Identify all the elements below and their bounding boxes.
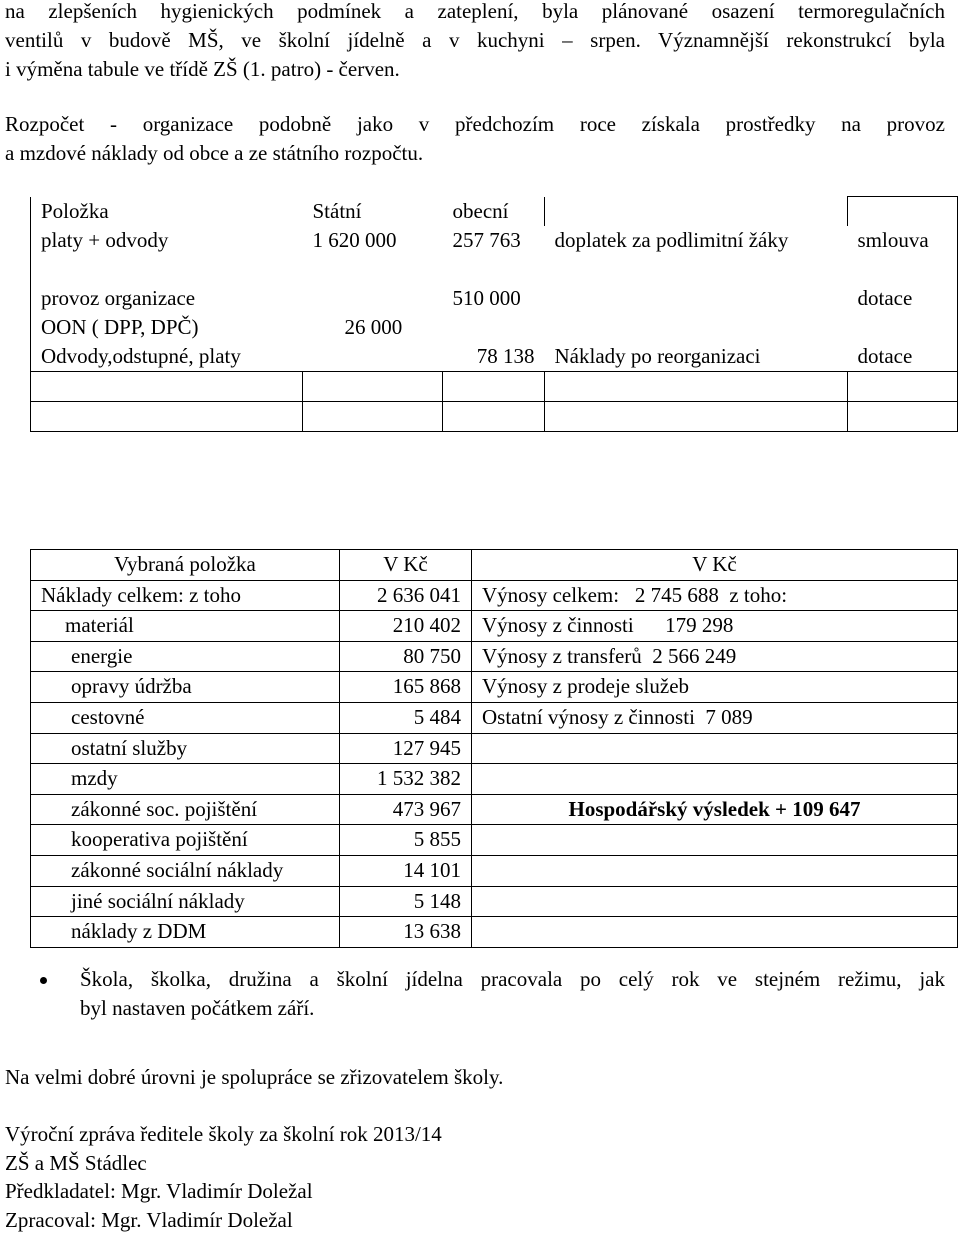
table-cell: dotace (848, 342, 958, 372)
revenue-label: Výnosy z transferů (482, 643, 642, 668)
table-row (31, 702, 958, 733)
intro-line: ventilů v budově MŠ, ve školní jídelně a v kuchyni – srpen. Významnější rekonstrukcí byla (5, 28, 945, 52)
table-row (31, 917, 958, 948)
revenue-cell (472, 580, 958, 611)
table-row (31, 764, 958, 795)
cost-value: 5 484 (340, 702, 472, 733)
header-cell: V Kč (340, 550, 472, 581)
table-cell: OON ( DPP, DPČ) (31, 313, 303, 342)
table-row (31, 313, 958, 342)
table-cell (303, 284, 443, 313)
bullet-text (80, 965, 945, 1023)
header-cell: V Kč (472, 550, 958, 581)
cooperation-text: Na velmi dobré úrovni je spolupráce se zřizovatelem školy. (5, 1065, 504, 1089)
table-row (31, 641, 958, 672)
table-row (31, 550, 958, 581)
table-cell: 1 620 000 (312, 228, 397, 252)
cost-label: jiné sociální náklady (31, 886, 340, 917)
bullet-icon (40, 977, 47, 984)
cost-value: 210 402 (340, 611, 472, 642)
revenue-suffix: z toho: (729, 582, 788, 607)
header-cell: Položka (31, 197, 303, 227)
table-cell: provoz organizace (31, 284, 303, 313)
intro-line: i výměna tabule ve třídě ZŠ (1. patro) - červen. (5, 57, 400, 81)
table-cell (545, 313, 848, 342)
budget-paragraph (5, 110, 945, 168)
table-row (31, 672, 958, 703)
table-row (31, 372, 958, 402)
cost-value: 1 532 382 (340, 764, 472, 795)
header-cell: Státní (312, 198, 362, 223)
table-row (31, 825, 958, 856)
table-cell: 78 138 (476, 344, 535, 368)
revenue-label: Výnosy celkem: (482, 582, 620, 607)
revenue-cell (472, 611, 958, 642)
cost-value: 165 868 (340, 672, 472, 703)
cost-value: 2 636 041 (340, 580, 472, 611)
author: Zpracoval: Mgr. Vladimír Doležal (5, 1207, 293, 1232)
intro-paragraph (5, 0, 945, 84)
intro-line: na zlepšeních hygienických podmínek a zateplení, byla plánované osazení termoregulačních (5, 0, 945, 23)
table-cell: doplatek za podlimitní žáky (554, 228, 789, 252)
table-cell: 26 000 (344, 315, 403, 339)
cost-label: Náklady celkem: z toho (31, 580, 340, 611)
table-row (31, 611, 958, 642)
revenue-value: 2 566 249 (652, 643, 737, 668)
table-row (31, 886, 958, 917)
cost-value: 5 148 (340, 886, 472, 917)
cost-value: 5 855 (340, 825, 472, 856)
bullet-line: Škola, školka, družina a školní jídelna pracovala po celý rok ve stejném režimu, jak (80, 967, 945, 991)
table-row (31, 402, 958, 432)
cost-label: cestovné (31, 702, 340, 733)
revenue-value: 2 745 688 (634, 582, 719, 607)
table-row (31, 733, 958, 764)
table-row (31, 855, 958, 886)
cost-value: 13 638 (340, 917, 472, 948)
table-cell (303, 342, 443, 372)
table-row (31, 226, 958, 284)
table-cell: 257 763 (452, 228, 521, 252)
revenue-cell (472, 641, 958, 672)
cost-label: zákonné soc. pojištění (31, 794, 340, 825)
bullet-line: byl nastaven počátkem září. (80, 996, 315, 1020)
cost-label: mzdy (31, 764, 340, 795)
economic-result: Hospodářský výsledek + 109 647 (472, 794, 958, 825)
table-row (31, 580, 958, 611)
cost-label: materiál (31, 611, 340, 642)
budget-line: a mzdové náklady od obce a ze státního rozpočtu. (5, 141, 424, 165)
table-cell (545, 284, 848, 313)
cost-label: kooperativa pojištění (31, 825, 340, 856)
table-cell: dotace (848, 284, 958, 313)
table-row (31, 794, 958, 825)
report-title: Výroční zpráva ředitele školy za školní rok 2013/14 (5, 1122, 442, 1146)
revenue-value: 7 089 (705, 704, 753, 729)
cost-label: energie (31, 641, 340, 672)
header-cell: Vybraná položka (31, 550, 340, 581)
table-row (31, 284, 958, 313)
table-cell: Náklady po reorganizaci (554, 344, 761, 368)
revenue-cell (472, 672, 958, 703)
cost-value: 127 945 (340, 733, 472, 764)
table-row (31, 342, 958, 372)
table-cell: platy + odvody (31, 226, 303, 284)
cost-value: 14 101 (340, 855, 472, 886)
cost-label: zákonné sociální náklady (31, 855, 340, 886)
school-name: ZŠ a MŠ Stádlec (5, 1150, 147, 1175)
cost-value: 80 750 (340, 641, 472, 672)
revenue-cell (472, 702, 958, 733)
costs-revenues-table (30, 549, 958, 948)
cost-label: ostatní služby (31, 733, 340, 764)
budget-line: Rozpočet - organizace podobně jako v předchozím roce získala prostředky na provoz (5, 112, 945, 136)
header-cell: obecní (452, 198, 509, 223)
table-cell: Odvody,odstupné, platy (31, 342, 303, 372)
submitter: Předkladatel: Mgr. Vladimír Doležal (5, 1179, 313, 1203)
table-cell: smlouva (848, 226, 958, 284)
table-cell (848, 313, 958, 342)
revenue-label: Ostatní výnosy z činnosti (482, 704, 695, 729)
cost-label: opravy údržba (31, 672, 340, 703)
cost-label: náklady z DDM (31, 917, 340, 948)
funding-table (30, 196, 958, 432)
bullet-paragraph (40, 965, 945, 1023)
revenue-label: Výnosy z činnosti (482, 613, 634, 638)
revenue-value: 179 298 (665, 613, 734, 638)
table-cell (443, 313, 545, 342)
revenue-label: Výnosy z prodeje služeb (482, 674, 690, 699)
footer (5, 1120, 945, 1234)
table-cell: 510 000 (452, 286, 521, 310)
cost-value: 473 967 (340, 794, 472, 825)
table-row (31, 197, 958, 227)
